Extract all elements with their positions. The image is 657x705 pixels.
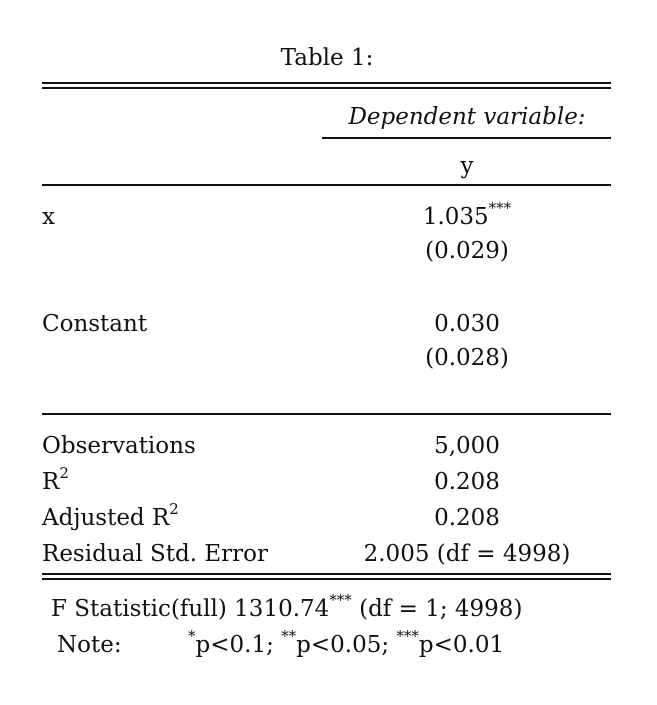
- note-label: Note:: [57, 632, 122, 658]
- coef-x: 1.035***: [422, 199, 512, 230]
- note-significance: *p<0.1; **p<0.05; ***p<0.01: [188, 627, 505, 658]
- se-constant: (0.028): [425, 345, 509, 371]
- row-label-x: x: [42, 204, 55, 230]
- stat-label-r2: $R^2$: [42, 464, 69, 495]
- header-partial-rule: [322, 137, 611, 139]
- top-rule-2: [42, 87, 611, 89]
- stat-label-adjusted-r2: Adjusted $R^2$: [42, 500, 179, 531]
- se-x: (0.029): [425, 238, 509, 264]
- stars-x: ***: [488, 199, 512, 218]
- header-bottom-rule: [42, 184, 611, 186]
- dependent-variable-header: Dependent variable:: [348, 104, 586, 130]
- top-rule-1: [42, 82, 611, 84]
- stat-value-observations: 5,000: [434, 433, 500, 459]
- table-caption: Table 1:: [280, 45, 374, 71]
- bottom-rule-2: [42, 578, 611, 580]
- coef-constant: 0.030: [434, 311, 500, 337]
- stat-label-residual-se: Residual Std. Error: [42, 541, 268, 567]
- stat-value-adjusted-r2: 0.208: [434, 505, 500, 531]
- stat-value-r2: 0.208: [434, 469, 500, 495]
- f-statistic-line: F Statistic(full) 1310.74*** (df = 1; 4998): [51, 591, 523, 622]
- stat-label-observations: Observations: [42, 433, 196, 459]
- stats-top-rule: [42, 413, 611, 415]
- column-header-y: y: [460, 153, 474, 179]
- stat-value-residual-se: 2.005 (df = 4998): [363, 541, 571, 567]
- row-label-constant: Constant: [42, 311, 148, 337]
- bottom-rule-1: [42, 573, 611, 575]
